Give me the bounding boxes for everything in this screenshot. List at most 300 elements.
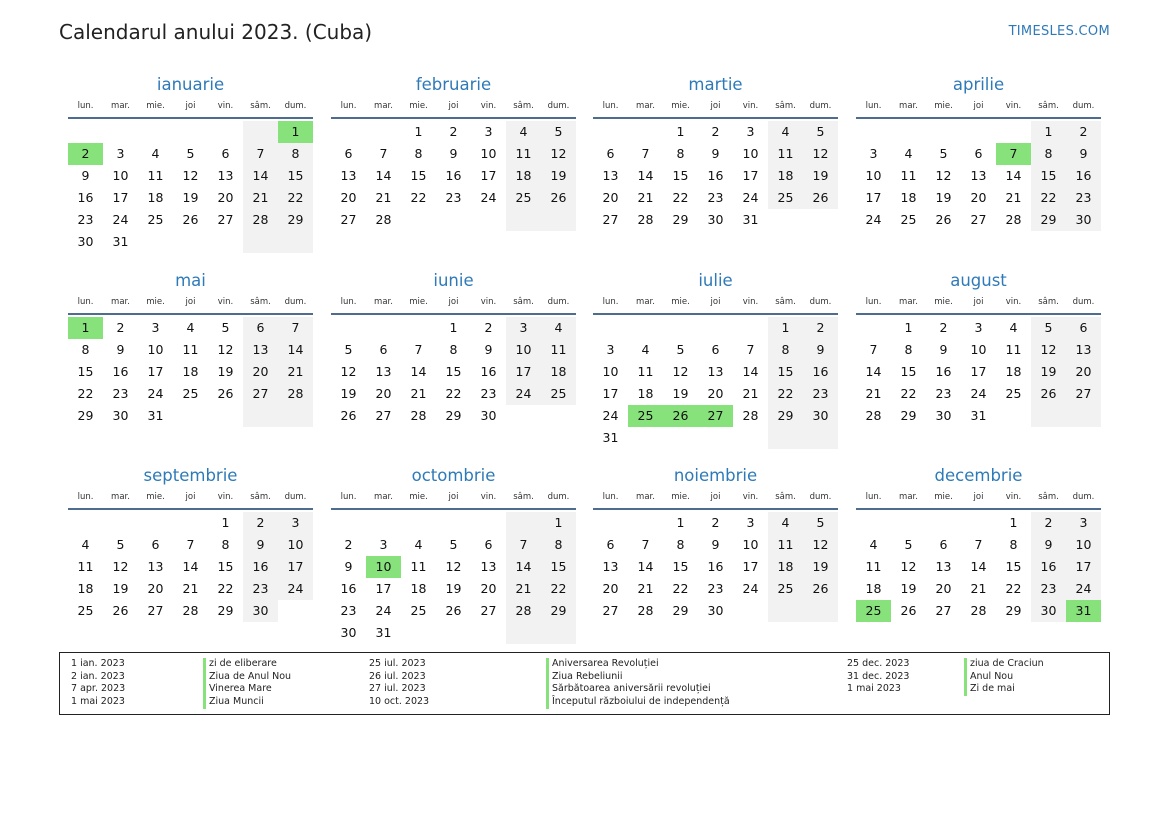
day-cell: 31: [375, 625, 392, 640]
day-cell: 25: [410, 603, 427, 618]
holiday-day-cell: 25: [628, 405, 663, 427]
day-cell: 18: [1005, 364, 1022, 379]
day-cell: 25: [147, 212, 164, 227]
holiday-day-cell: 27: [698, 405, 733, 427]
weekday-label: mie.: [146, 101, 165, 111]
day-cell: 28: [865, 408, 882, 423]
legend-dates-col2: [369, 658, 429, 709]
empty-cell: [401, 512, 436, 534]
empty-cell: [401, 622, 436, 644]
day-cell: 28: [970, 603, 987, 618]
weekday-label: lun.: [602, 297, 619, 307]
day-cell: 15: [672, 168, 689, 183]
legend-date: 27 iul. 2023: [369, 683, 426, 695]
empty-cell: [436, 512, 471, 534]
day-cell: 15: [410, 168, 427, 183]
empty-cell: [593, 317, 628, 339]
empty-cell: [891, 121, 926, 143]
weekday-label: joi: [973, 492, 984, 502]
day-cell: 22: [1031, 187, 1066, 209]
day-cell: 19: [217, 364, 234, 379]
weekday-label: mar.: [111, 492, 130, 502]
day-cell: 29: [445, 408, 462, 423]
empty-cell: [996, 121, 1031, 143]
weekday-label: sâm.: [513, 101, 534, 111]
weekday-label: vin.: [1005, 492, 1022, 502]
day-cell: 10: [602, 364, 619, 379]
day-cell: 5: [803, 512, 838, 534]
month-name: mai: [175, 271, 206, 290]
day-cell: 9: [116, 342, 125, 357]
day-cell: 3: [746, 515, 755, 530]
day-cell: 1: [1009, 515, 1018, 530]
day-cell: 17: [112, 190, 129, 205]
day-cell: 28: [637, 603, 654, 618]
empty-cell: [541, 209, 576, 231]
day-cell: 9: [939, 342, 948, 357]
day-cell: 28: [742, 408, 759, 423]
day-cell: 21: [506, 578, 541, 600]
day-cell: 13: [1066, 339, 1101, 361]
month-name: iulie: [698, 271, 733, 290]
day-cell: 18: [182, 364, 199, 379]
weekday-label: sâm.: [250, 297, 271, 307]
weekday-label: mie.: [409, 492, 428, 502]
holiday-day-cell: 10: [366, 556, 401, 578]
weekday-label: mar.: [899, 297, 918, 307]
weekday-label: mar.: [636, 101, 655, 111]
day-cell: 26: [803, 578, 838, 600]
weekday-label: sâm.: [775, 101, 796, 111]
day-cell: 12: [217, 342, 234, 357]
day-cell: 14: [278, 339, 313, 361]
empty-cell: [208, 405, 243, 427]
day-cell: 12: [900, 559, 917, 574]
day-cell: 24: [112, 212, 129, 227]
weekday-label: mar.: [374, 492, 393, 502]
day-cell: 22: [217, 581, 234, 596]
day-cell: 12: [340, 364, 357, 379]
day-cell: 20: [480, 581, 497, 596]
day-cell: 12: [182, 168, 199, 183]
weekday-label: sâm.: [775, 297, 796, 307]
day-cell: 4: [768, 121, 803, 143]
weekday-header: [331, 492, 576, 510]
day-cell: 18: [410, 581, 427, 596]
day-cell: 17: [506, 361, 541, 383]
day-cell: 14: [182, 559, 199, 574]
weekday-label: lun.: [602, 492, 619, 502]
legend-dates-col3: [847, 658, 909, 696]
weekday-label: mar.: [111, 297, 130, 307]
day-cell: 9: [1066, 143, 1101, 165]
legend-date: 25 iul. 2023: [369, 658, 426, 669]
legend-names-col1: [203, 658, 291, 709]
weekday-label: dum.: [547, 297, 570, 307]
empty-cell: [768, 427, 803, 449]
weekday-label: joi: [185, 101, 196, 111]
month-aprilie: [856, 74, 1101, 231]
day-cell: 14: [637, 559, 654, 574]
weekday-label: mie.: [146, 492, 165, 502]
day-cell: 15: [77, 364, 94, 379]
day-cell: 23: [340, 603, 357, 618]
legend-dates-col1: [71, 658, 125, 709]
day-cell: 2: [939, 320, 948, 335]
empty-cell: [733, 427, 768, 449]
weekday-label: mie.: [409, 101, 428, 111]
empty-cell: [996, 405, 1031, 427]
day-cell: 4: [869, 537, 878, 552]
day-cell: 17: [147, 364, 164, 379]
day-cell: 9: [449, 146, 458, 161]
day-cell: 8: [1009, 537, 1018, 552]
day-cell: 4: [904, 146, 913, 161]
day-cell: 9: [711, 146, 720, 161]
weekday-label: lun.: [340, 492, 357, 502]
days-grid: [593, 512, 838, 622]
empty-cell: [138, 121, 173, 143]
day-cell: 27: [217, 212, 234, 227]
day-cell: 19: [182, 190, 199, 205]
weekday-label: dum.: [547, 492, 570, 502]
weekday-label: vin.: [742, 297, 759, 307]
day-cell: 6: [243, 317, 278, 339]
day-cell: 12: [672, 364, 689, 379]
month-name: ianuarie: [156, 75, 225, 94]
weekday-label: vin.: [480, 101, 497, 111]
day-cell: 19: [803, 556, 838, 578]
weekday-label: lun.: [77, 492, 94, 502]
weekday-label: lun.: [865, 101, 882, 111]
day-cell: 21: [410, 386, 427, 401]
day-cell: 16: [707, 559, 724, 574]
empty-cell: [628, 317, 663, 339]
day-cell: 10: [147, 342, 164, 357]
day-cell: 26: [112, 603, 129, 618]
day-cell: 26: [445, 603, 462, 618]
legend-names-col3: [964, 658, 1044, 696]
empty-cell: [926, 121, 961, 143]
day-cell: 13: [243, 339, 278, 361]
day-cell: 14: [410, 364, 427, 379]
day-cell: 23: [445, 190, 462, 205]
legend-date: 26 iul. 2023: [369, 670, 426, 682]
day-cell: 20: [935, 581, 952, 596]
month-octombrie: [331, 465, 576, 644]
weekday-label: dum.: [1072, 101, 1095, 111]
day-cell: 23: [77, 212, 94, 227]
day-cell: 10: [1066, 534, 1101, 556]
weekday-label: vin.: [217, 101, 234, 111]
day-cell: 6: [711, 342, 720, 357]
holiday-day-cell: 25: [856, 600, 891, 622]
weekday-label: lun.: [340, 297, 357, 307]
day-cell: 17: [375, 581, 392, 596]
weekday-label: vin.: [217, 492, 234, 502]
day-cell: 6: [151, 537, 160, 552]
month-name: martie: [688, 75, 743, 94]
empty-cell: [243, 231, 278, 253]
weekday-label: mie.: [146, 297, 165, 307]
legend-holiday-name: Aniversarea Revoluției: [546, 658, 730, 671]
weekday-label: mar.: [899, 101, 918, 111]
weekday-label: sâm.: [250, 492, 271, 502]
empty-cell: [401, 209, 436, 231]
day-cell: 4: [151, 146, 160, 161]
day-cell: 28: [243, 209, 278, 231]
weekday-label: lun.: [77, 297, 94, 307]
day-cell: 14: [970, 559, 987, 574]
day-cell: 1: [414, 124, 423, 139]
day-cell: 3: [151, 320, 160, 335]
day-cell: 24: [602, 408, 619, 423]
day-cell: 18: [768, 165, 803, 187]
empty-cell: [208, 121, 243, 143]
day-cell: 11: [1005, 342, 1022, 357]
legend-names-col2: [546, 658, 730, 709]
day-cell: 9: [1031, 534, 1066, 556]
weekday-label: lun.: [602, 101, 619, 111]
day-cell: 26: [935, 212, 952, 227]
day-cell: 12: [445, 559, 462, 574]
day-cell: 20: [1066, 361, 1101, 383]
day-cell: 29: [672, 603, 689, 618]
day-cell: 16: [1066, 165, 1101, 187]
day-cell: 4: [186, 320, 195, 335]
weekday-label: mie.: [934, 297, 953, 307]
legend-date: 1 ian. 2023: [71, 658, 125, 669]
page-title: Calendarul anului 2023. (Cuba): [59, 20, 373, 44]
empty-cell: [278, 231, 313, 253]
weekday-label: mar.: [374, 297, 393, 307]
empty-cell: [173, 512, 208, 534]
weekday-label: joi: [448, 101, 459, 111]
day-cell: 1: [449, 320, 458, 335]
legend-holiday-name: Ziua Rebeliunii: [546, 671, 730, 684]
empty-cell: [803, 427, 838, 449]
day-cell: 2: [243, 512, 278, 534]
day-cell: 15: [445, 364, 462, 379]
weekday-header: [593, 297, 838, 315]
day-cell: 18: [77, 581, 94, 596]
empty-cell: [103, 512, 138, 534]
day-cell: 14: [865, 364, 882, 379]
day-cell: 22: [445, 386, 462, 401]
day-cell: 16: [77, 190, 94, 205]
month-septembrie: [68, 465, 313, 622]
day-cell: 27: [375, 408, 392, 423]
day-cell: 20: [375, 386, 392, 401]
weekday-header: [593, 492, 838, 510]
day-cell: 7: [869, 342, 878, 357]
day-cell: 31: [970, 408, 987, 423]
day-cell: 30: [1066, 209, 1101, 231]
day-cell: 17: [1066, 556, 1101, 578]
day-cell: 9: [803, 339, 838, 361]
weekday-label: mar.: [899, 492, 918, 502]
day-cell: 24: [1066, 578, 1101, 600]
day-cell: 26: [217, 386, 234, 401]
weekday-label: dum.: [547, 101, 570, 111]
weekday-label: mar.: [374, 101, 393, 111]
month-mai: [68, 270, 313, 427]
empty-cell: [663, 317, 698, 339]
day-cell: 1: [904, 320, 913, 335]
day-cell: 22: [410, 190, 427, 205]
weekday-label: joi: [448, 492, 459, 502]
brand-link[interactable]: TIMESLES.COM: [1008, 24, 1110, 39]
day-cell: 18: [147, 190, 164, 205]
day-cell: 17: [970, 364, 987, 379]
empty-cell: [733, 600, 768, 622]
day-cell: 8: [904, 342, 913, 357]
weekday-label: sâm.: [1038, 101, 1059, 111]
empty-cell: [698, 427, 733, 449]
day-cell: 2: [116, 320, 125, 335]
day-cell: 4: [541, 317, 576, 339]
day-cell: 21: [243, 187, 278, 209]
day-cell: 2: [711, 124, 720, 139]
day-cell: 7: [414, 342, 423, 357]
day-cell: 3: [379, 537, 388, 552]
empty-cell: [698, 317, 733, 339]
days-grid: [68, 512, 313, 622]
day-cell: 23: [480, 386, 497, 401]
day-cell: 20: [970, 190, 987, 205]
day-cell: 23: [1031, 578, 1066, 600]
day-cell: 23: [243, 578, 278, 600]
day-cell: 5: [116, 537, 125, 552]
day-cell: 8: [221, 537, 230, 552]
day-cell: 12: [803, 143, 838, 165]
weekday-header: [331, 101, 576, 119]
empty-cell: [506, 622, 541, 644]
days-grid: [68, 121, 313, 253]
day-cell: 15: [1031, 165, 1066, 187]
day-cell: 1: [1031, 121, 1066, 143]
day-cell: 9: [711, 537, 720, 552]
day-cell: 24: [742, 190, 759, 205]
day-cell: 26: [803, 187, 838, 209]
day-cell: 16: [707, 168, 724, 183]
weekday-label: mar.: [636, 297, 655, 307]
day-cell: 24: [480, 190, 497, 205]
day-cell: 7: [186, 537, 195, 552]
day-cell: 15: [900, 364, 917, 379]
day-cell: 21: [1005, 190, 1022, 205]
day-cell: 28: [375, 212, 392, 227]
day-cell: 27: [602, 212, 619, 227]
weekday-label: mie.: [934, 492, 953, 502]
weekday-header: [856, 101, 1101, 119]
month-martie: [593, 74, 838, 231]
day-cell: 8: [768, 339, 803, 361]
month-ianuarie: [68, 74, 313, 253]
day-cell: 13: [217, 168, 234, 183]
day-cell: 31: [602, 430, 619, 445]
day-cell: 22: [900, 386, 917, 401]
day-cell: 23: [935, 386, 952, 401]
day-cell: 26: [900, 603, 917, 618]
day-cell: 8: [676, 537, 685, 552]
day-cell: 17: [742, 559, 759, 574]
day-cell: 5: [344, 342, 353, 357]
day-cell: 29: [278, 209, 313, 231]
day-cell: 7: [746, 342, 755, 357]
day-cell: 16: [112, 364, 129, 379]
day-cell: 10: [480, 146, 497, 161]
empty-cell: [138, 231, 173, 253]
weekday-label: sâm.: [1038, 297, 1059, 307]
day-cell: 6: [221, 146, 230, 161]
weekday-label: dum.: [284, 297, 307, 307]
day-cell: 11: [506, 143, 541, 165]
day-cell: 30: [1031, 600, 1066, 622]
day-cell: 3: [278, 512, 313, 534]
day-cell: 19: [672, 386, 689, 401]
day-cell: 13: [707, 364, 724, 379]
days-grid: [593, 317, 838, 449]
weekday-label: sâm.: [1038, 492, 1059, 502]
legend-date: 31 dec. 2023: [847, 670, 910, 682]
day-cell: 14: [506, 556, 541, 578]
month-name: aprilie: [952, 75, 1005, 94]
empty-cell: [173, 405, 208, 427]
day-cell: 30: [243, 600, 278, 622]
day-cell: 21: [278, 361, 313, 383]
day-cell: 14: [637, 168, 654, 183]
day-cell: 2: [449, 124, 458, 139]
day-cell: 7: [641, 146, 650, 161]
day-cell: 18: [541, 361, 576, 383]
day-cell: 3: [116, 146, 125, 161]
day-cell: 20: [340, 190, 357, 205]
day-cell: 6: [939, 537, 948, 552]
day-cell: 28: [278, 383, 313, 405]
day-cell: 24: [970, 386, 987, 401]
day-cell: 27: [935, 603, 952, 618]
day-cell: 13: [602, 168, 619, 183]
weekday-label: vin.: [1005, 101, 1022, 111]
day-cell: 2: [484, 320, 493, 335]
weekday-label: mie.: [671, 101, 690, 111]
day-cell: 13: [147, 559, 164, 574]
day-cell: 4: [414, 537, 423, 552]
weekday-label: vin.: [742, 492, 759, 502]
day-cell: 22: [1005, 581, 1022, 596]
day-cell: 24: [742, 581, 759, 596]
weekday-label: joi: [710, 492, 721, 502]
weekday-label: joi: [448, 297, 459, 307]
day-cell: 19: [541, 165, 576, 187]
day-cell: 5: [904, 537, 913, 552]
day-cell: 12: [112, 559, 129, 574]
day-cell: 22: [768, 383, 803, 405]
day-cell: 13: [602, 559, 619, 574]
empty-cell: [243, 405, 278, 427]
month-iunie: [331, 270, 576, 427]
weekday-header: [856, 492, 1101, 510]
weekday-label: dum.: [809, 297, 832, 307]
legend-holiday-name: Ziua de Anul Nou: [203, 671, 291, 684]
day-cell: 25: [1005, 386, 1022, 401]
day-cell: 20: [147, 581, 164, 596]
day-cell: 3: [606, 342, 615, 357]
day-cell: 24: [506, 383, 541, 405]
day-cell: 22: [672, 581, 689, 596]
day-cell: 19: [900, 581, 917, 596]
